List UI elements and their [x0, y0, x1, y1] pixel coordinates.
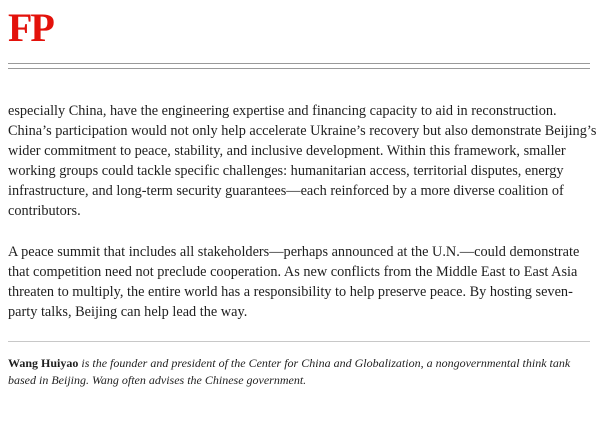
header-divider [8, 63, 590, 69]
article-paragraph-1: especially China, have the engineering expertise and financing capacity to aid in reconstruction. China’s participation would not only help accelerate Ukraine’s recovery but also demonstrate Beijing’s wider commitment to peace, stability, and inclusive development. Within this framework, smaller working groups could tackle specific challenges: humanitarian access, territorial disputes, energy infrastructure, and long-term security guarantees—each reinforced by a more diverse coalition of contributors. [8, 103, 597, 219]
masthead [8, 5, 53, 50]
fp-logo[interactable]: FP [8, 5, 53, 50]
author-name[interactable]: Wang Huiyao [8, 356, 79, 370]
author-bio [8, 355, 593, 389]
article-body [8, 101, 598, 322]
author-bio-text: is the founder and president of the Center for China and Globalization, a nongovernmental think tank based in Beijing. Wang often advises the Chinese government. [8, 356, 571, 387]
author-bio-divider [8, 341, 590, 342]
article-paragraph-2: A peace summit that includes all stakeholders—perhaps announced at the U.N.—could demonstrate that competition need not preclude cooperation. As new conflicts from the Middle East to East Asia threaten to multiply, the entire world has a responsibility to help preserve peace. By hosting seven-party talks, Beijing can help lead the way. [8, 244, 580, 320]
